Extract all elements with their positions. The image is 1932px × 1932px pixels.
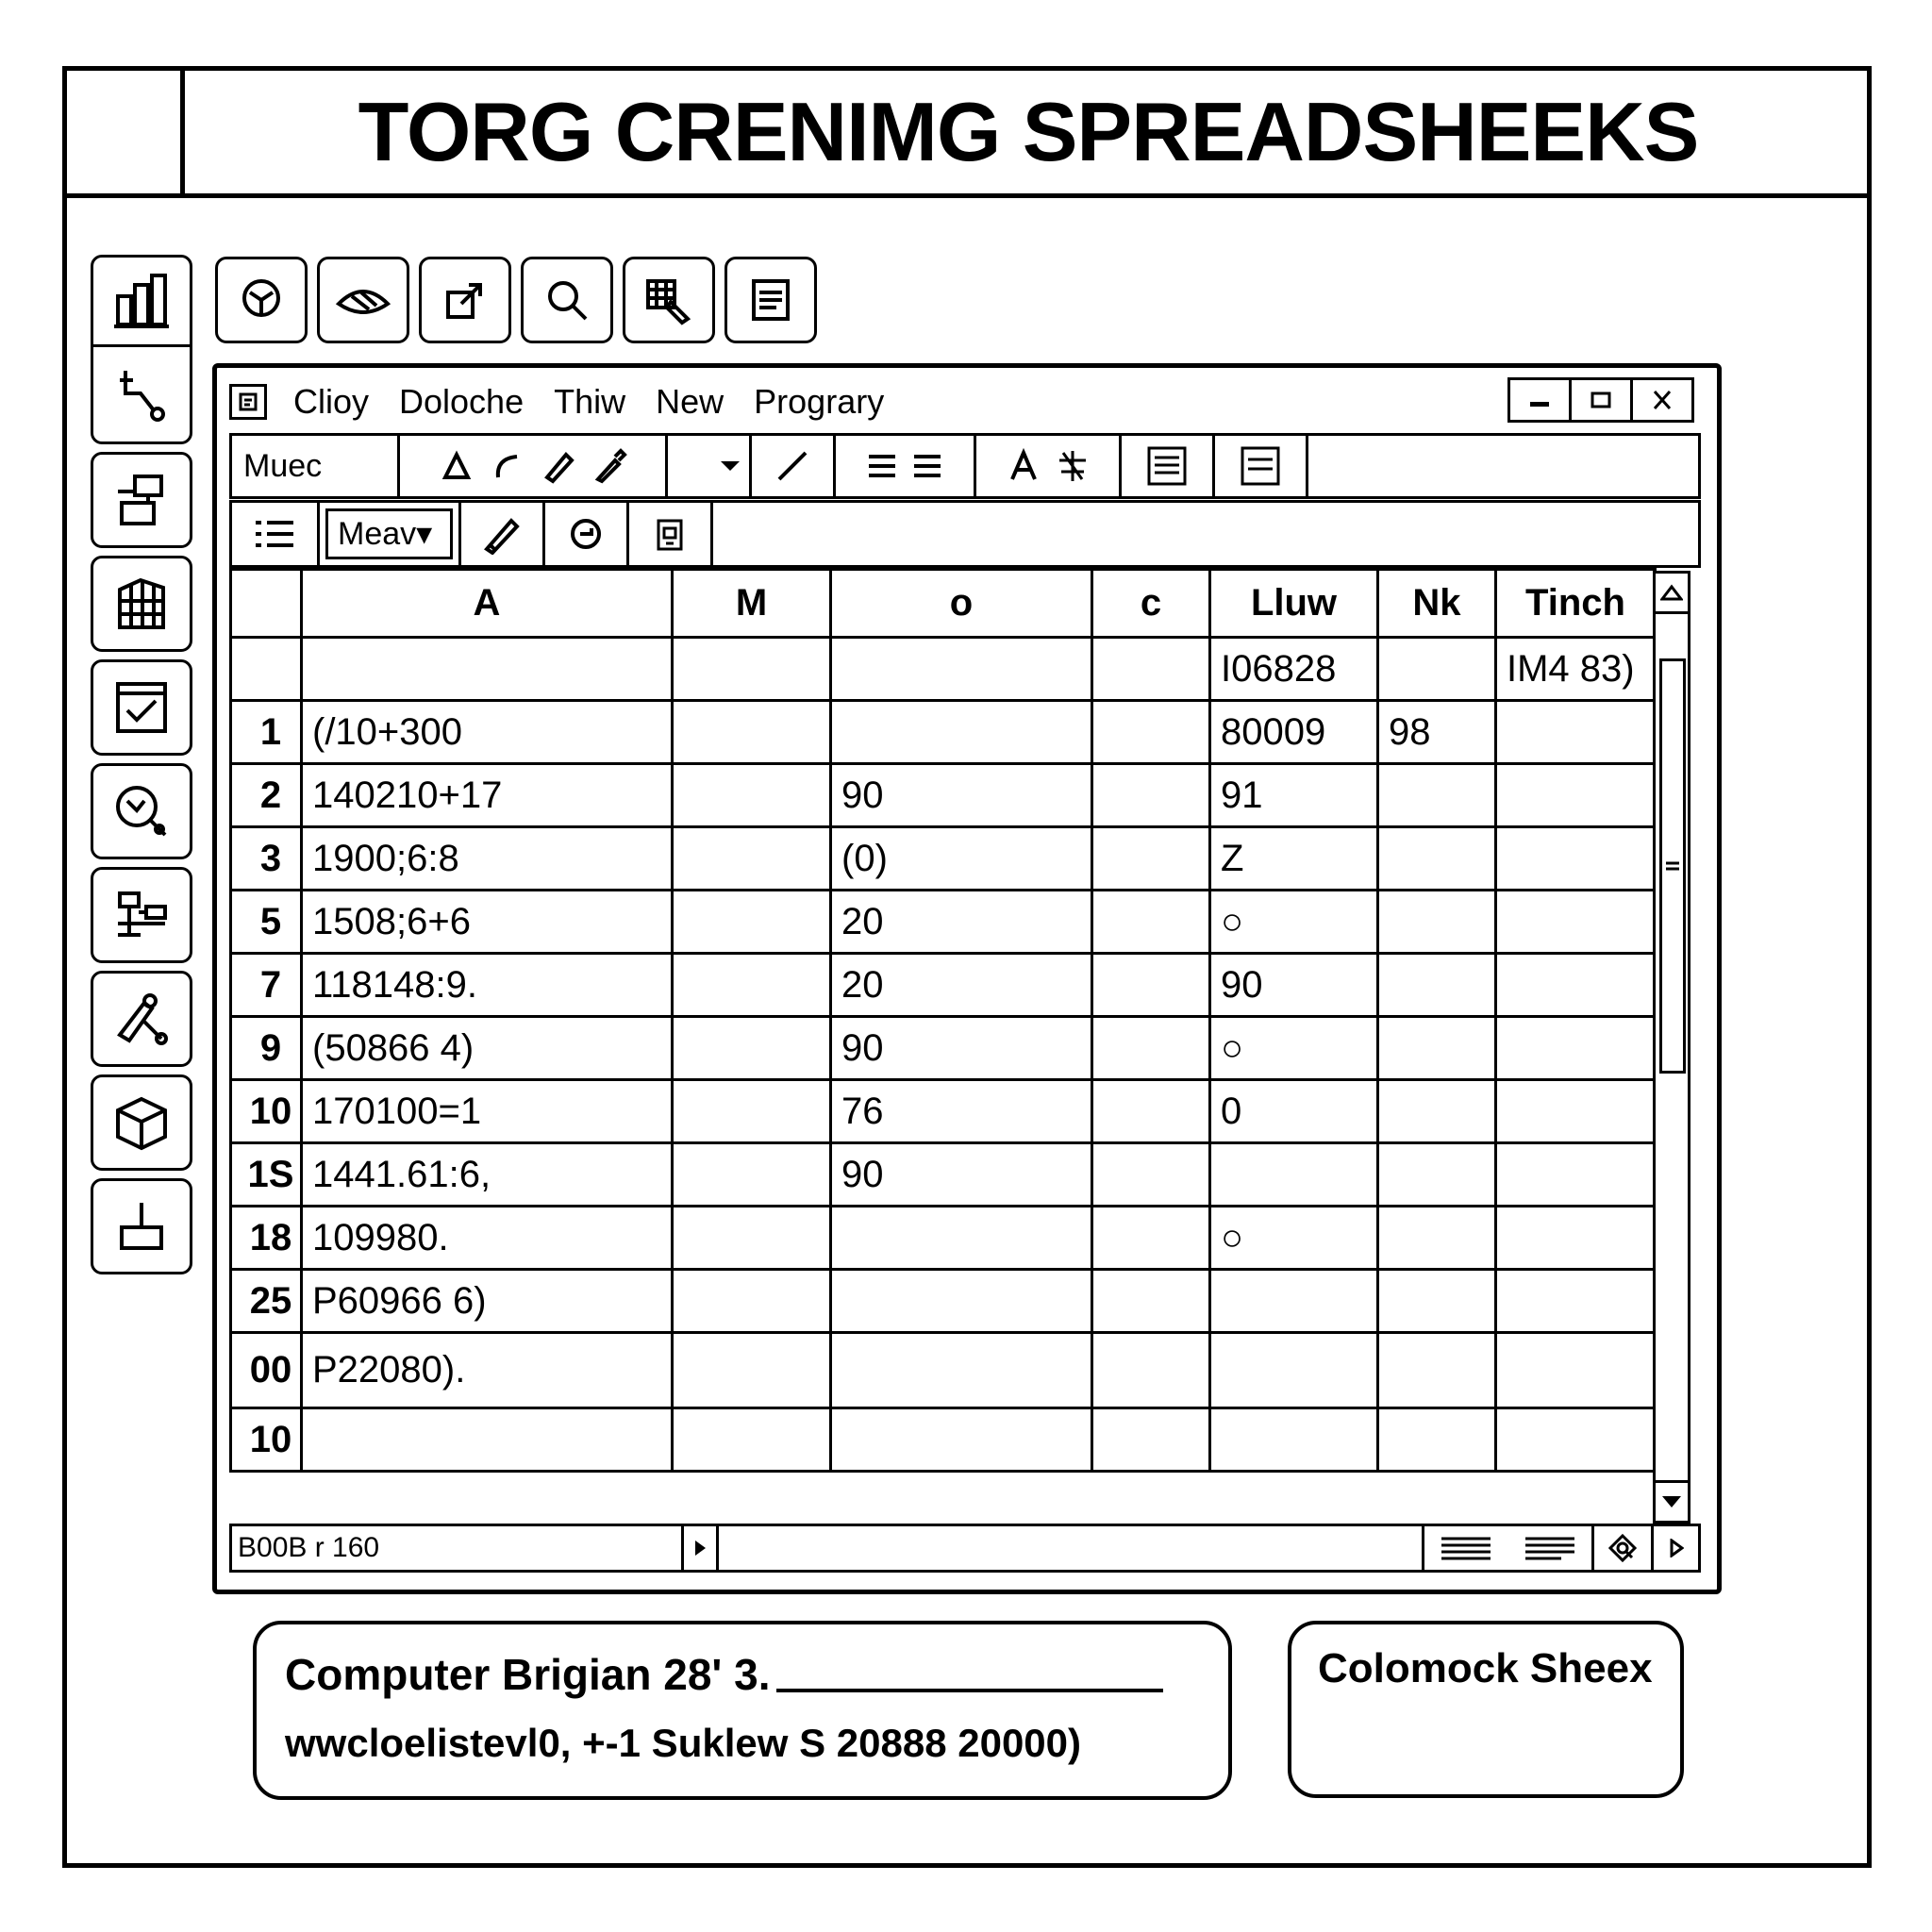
column-header-m[interactable]: M [673,570,831,638]
table-cell[interactable] [1210,1333,1378,1408]
table-cell[interactable] [673,891,831,954]
eyedropper-icon[interactable] [591,447,628,485]
sidebar-button-analyze[interactable] [91,763,192,859]
row-number[interactable]: 2 [231,764,302,827]
table-cell[interactable] [673,1080,831,1143]
table-cell[interactable] [831,1408,1092,1472]
status-bar [229,1524,1701,1573]
row-number[interactable]: 1 [231,701,302,764]
scroll-down-button[interactable] [1656,1480,1688,1521]
grip-icon [1664,859,1681,873]
table-cell[interactable]: P60966 6) [302,1270,673,1333]
table-cell[interactable] [231,638,302,701]
menu-item-new[interactable]: New [656,382,724,421]
minimize-button[interactable] [1507,377,1572,423]
vertical-scrollbar[interactable] [1653,571,1690,1524]
table-cell[interactable] [1378,1017,1496,1080]
table-row [231,701,1656,764]
clipboard-button[interactable] [629,503,713,565]
maximize-icon [1588,390,1614,410]
list-icon [1143,442,1191,490]
table-cell[interactable]: 90 [831,1143,1092,1207]
next-sheet-button[interactable] [1651,1526,1698,1570]
table-cell[interactable]: 90 [831,1017,1092,1080]
table-cell[interactable] [1092,1207,1210,1270]
font-color-icon[interactable] [1005,447,1042,485]
table-row [231,827,1656,891]
table-cell[interactable] [1378,1270,1496,1333]
table-cell[interactable] [1092,1080,1210,1143]
pen-icon[interactable] [540,447,577,485]
table-row [231,891,1656,954]
table-cell[interactable] [831,638,1092,701]
table-cell[interactable] [1496,1143,1656,1207]
sidebar-button-tools[interactable] [91,971,192,1067]
building-chart-icon [112,272,171,330]
table-cell[interactable] [1092,1333,1210,1408]
table-cell[interactable] [1496,891,1656,954]
grid-building-icon [112,575,171,633]
table-cell[interactable]: P22080). [302,1333,673,1408]
window-app-icon [229,384,267,420]
dropdown-arrow[interactable] [668,436,752,496]
table-cell[interactable] [673,827,831,891]
table-cell[interactable] [1378,764,1496,827]
row-number[interactable]: 5 [231,891,302,954]
row-number[interactable]: 3 [231,827,302,891]
table-cell[interactable] [1378,1207,1496,1270]
table-cell[interactable]: 91 [1210,764,1378,827]
cube-icon [112,1093,171,1152]
flowchart-icon [112,471,171,529]
title-bar-corner [62,66,185,198]
row-number[interactable]: 7 [231,954,302,1017]
table-cell[interactable] [1092,1143,1210,1207]
toolbar-button-location[interactable] [215,257,308,343]
table-cell[interactable]: 109980. [302,1207,673,1270]
info-card-title-row [285,1649,1200,1700]
table-cell[interactable]: 20 [831,954,1092,1017]
bullet-list-icon [254,517,295,551]
table-row [231,954,1656,1017]
sidebar-button-chart[interactable] [91,255,192,347]
table-cell[interactable] [673,954,831,1017]
column-header-a[interactable]: A [302,570,673,638]
menu-item-thiw[interactable]: Thiw [554,382,626,421]
zoom-button[interactable] [1594,1533,1651,1563]
colomock-sheex-label: Colomock Sheex [1318,1645,1653,1691]
horizontal-scrollbar[interactable] [719,1526,1424,1570]
table-cell[interactable] [1378,638,1496,701]
maximize-button[interactable] [1572,377,1633,423]
table-cell[interactable] [1378,1333,1496,1408]
document-small-icon [238,391,258,412]
page-layout-icon[interactable] [1524,1534,1576,1562]
table-cell[interactable]: (50866 4) [302,1017,673,1080]
table-cell[interactable]: IM4 83) [1496,638,1656,701]
table-cell[interactable] [673,1333,831,1408]
format-toolbar [229,433,1701,499]
table-cell[interactable] [831,1333,1092,1408]
pointer-icon [112,365,171,424]
line-tool[interactable] [752,436,836,496]
table-cell[interactable] [302,638,673,701]
table-cell[interactable] [1496,764,1656,827]
checkbox-icon [112,678,171,737]
drawing-tools [400,436,668,496]
table-row [231,638,1656,701]
table-cell[interactable] [1378,827,1496,891]
sheet-grid [229,568,1657,1473]
line-icon [774,447,811,485]
play-icon [1669,1539,1684,1557]
clipboard-icon [651,515,689,553]
curve-tool-icon[interactable] [489,447,526,485]
table-cell[interactable]: 20 [831,891,1092,954]
table-cell[interactable] [673,1017,831,1080]
row-number[interactable]: 9 [231,1017,302,1080]
table-cell[interactable] [673,701,831,764]
table-row [231,764,1656,827]
upload-icon [112,1197,171,1256]
highlighter-button[interactable] [461,503,545,565]
table-cell[interactable]: 1508;6+6 [302,891,673,954]
table-cell[interactable]: (0) [831,827,1092,891]
magnifier-chart-icon [112,782,171,841]
window-menubar [229,373,1704,431]
table-cell[interactable]: I06828 [1210,638,1378,701]
sidebar-button-grid[interactable] [91,556,192,652]
column-header-row [231,570,1656,638]
app-title: TORG CRENIMG SPREADSHEEKS [358,85,1699,178]
table-cell[interactable] [1496,1408,1656,1472]
zoom-icon [1607,1533,1638,1563]
table-cell[interactable] [1092,954,1210,1017]
minimize-icon [1526,391,1553,409]
table-cell[interactable] [302,1408,673,1472]
table-cell[interactable] [1210,1408,1378,1472]
sidebar-button-check[interactable] [91,659,192,756]
table-cell[interactable] [1496,954,1656,1017]
menu-item-clioy[interactable]: Clioy [293,382,370,421]
table-cell[interactable] [673,1207,831,1270]
table-cell[interactable] [673,1408,831,1472]
search-icon [542,275,591,325]
chevron-down-icon [719,458,741,474]
align-left-icon[interactable] [865,449,899,483]
table-cell[interactable]: 90 [831,764,1092,827]
table-cell[interactable] [1092,701,1210,764]
table-cell[interactable] [1496,1017,1656,1080]
table-cell[interactable] [1092,638,1210,701]
toolbar-button-export[interactable] [419,257,511,343]
refresh-button[interactable] [545,503,629,565]
sidebar-button-upload[interactable] [91,1178,192,1274]
window-controls [1507,377,1694,423]
export-icon [441,275,490,325]
chevron-up-icon [1660,584,1683,601]
table-cell[interactable] [1092,1017,1210,1080]
document-icon [746,275,795,325]
view-dropdown-label: Meav▾ [325,508,453,559]
sidebar-button-3d[interactable] [91,1074,192,1171]
table-row [231,1408,1656,1472]
table-row [231,1333,1656,1408]
table-cell[interactable]: Z [1210,827,1378,891]
table-row [231,1270,1656,1333]
scroll-thumb[interactable] [1659,658,1686,1074]
row-number[interactable]: 10 [231,1408,302,1472]
table-cell[interactable] [1496,701,1656,764]
table-cell[interactable]: 170100=1 [302,1080,673,1143]
page-view-button[interactable] [1215,436,1308,496]
table-row [231,1080,1656,1143]
refresh-icon [567,515,605,553]
table-cell[interactable] [1378,891,1496,954]
table-cell[interactable]: 1441.61:6, [302,1143,673,1207]
chevron-down-icon [1660,1493,1683,1510]
table-cell[interactable] [1092,891,1210,954]
network-icon [112,886,171,944]
table-cell[interactable] [1496,827,1656,891]
close-icon [1649,389,1675,411]
column-header-c[interactable]: c [1092,570,1210,638]
play-icon [692,1539,708,1557]
view-mode-group [1424,1526,1594,1570]
sheet-grid-container [229,568,1654,1473]
second-toolbar-empty [713,503,1698,565]
table-cell[interactable] [673,1270,831,1333]
triangle-tool-icon[interactable] [438,447,475,485]
table-cell[interactable] [1496,1270,1656,1333]
eye-icon [335,275,391,325]
column-header-lluw[interactable]: Lluw [1210,570,1378,638]
paint-icon [642,274,695,326]
info-card-detail: wwcloelistevl0, +-1 Suklew S 20888 20000) [285,1721,1081,1765]
sidebar-button-flowchart[interactable] [91,452,192,548]
table-cell[interactable] [673,1143,831,1207]
toolbar-button-document[interactable] [724,257,817,343]
table-cell[interactable] [831,1270,1092,1333]
second-toolbar [229,500,1701,568]
table-cell[interactable]: 140210+17 [302,764,673,827]
table-row [231,1017,1656,1080]
table-cell[interactable] [1092,827,1210,891]
table-cell[interactable]: 90 [1210,954,1378,1017]
map-pin-icon [237,275,286,325]
table-cell[interactable] [831,701,1092,764]
row-number[interactable]: 10 [231,1080,302,1143]
info-card-title: Computer Brigian 28' 3. [285,1650,771,1699]
text-tools [976,436,1122,496]
table-cell[interactable]: 0 [1210,1080,1378,1143]
table-cell[interactable] [1092,1408,1210,1472]
row-number[interactable]: 18 [231,1207,302,1270]
table-cell[interactable]: 1900;6:8 [302,827,673,891]
main-toolbar [215,257,817,343]
table-cell[interactable] [1210,1270,1378,1333]
align-tools [836,436,976,496]
table-cell[interactable] [1378,1408,1496,1472]
menu-item-doloche[interactable]: Doloche [399,382,525,421]
status-cell-reference: B00B r 160 [238,1532,380,1563]
sidebar-button-network[interactable] [91,867,192,963]
table-cell[interactable]: ○ [1210,1017,1378,1080]
table-cell[interactable]: (/10+300 [302,701,673,764]
scroll-up-button[interactable] [1656,574,1688,614]
page-icon [1237,442,1284,490]
table-cell[interactable]: 76 [831,1080,1092,1143]
bullet-list-button[interactable] [232,503,320,565]
row-number[interactable]: 1S [231,1143,302,1207]
left-sidebar [91,255,194,1274]
table-cell[interactable] [1496,1080,1656,1143]
table-cell[interactable] [1210,1143,1378,1207]
row-number[interactable]: 00 [231,1333,302,1408]
info-card-underline [776,1689,1163,1692]
toolbar-button-view[interactable] [317,257,409,343]
symbol-icon[interactable] [1054,447,1091,485]
table-row [231,1207,1656,1270]
sidebar-button-pointer[interactable] [91,347,192,444]
colomock-sheex-button[interactable] [1288,1621,1684,1798]
menu-item-prograry[interactable]: Prograry [754,382,885,421]
info-card [253,1621,1232,1800]
table-cell[interactable] [1092,764,1210,827]
sheet-nav-button[interactable] [681,1526,719,1570]
tools-icon [112,990,171,1048]
table-cell[interactable]: 118148:9. [302,954,673,1017]
row-number[interactable]: 25 [231,1270,302,1333]
highlighter-icon [481,513,523,555]
column-header-o[interactable]: o [831,570,1092,638]
corner-cell[interactable] [231,570,302,638]
column-header-tinch[interactable]: Tinch [1496,570,1656,638]
table-cell[interactable] [673,638,831,701]
table-cell[interactable] [673,764,831,827]
align-justify-icon[interactable] [910,449,944,483]
table-cell[interactable]: ○ [1210,1207,1378,1270]
table-cell[interactable] [1496,1207,1656,1270]
table-cell[interactable] [1378,1080,1496,1143]
table-cell[interactable]: ○ [1210,891,1378,954]
view-dropdown[interactable] [320,503,461,565]
table-cell[interactable] [1092,1270,1210,1333]
column-header-nk[interactable]: Nk [1378,570,1496,638]
table-cell[interactable]: 98 [1378,701,1496,764]
table-cell[interactable] [1378,1143,1496,1207]
table-cell[interactable] [1496,1333,1656,1408]
table-cell[interactable] [1378,954,1496,1017]
toolbar-button-search[interactable] [521,257,613,343]
toolbar-button-paint[interactable] [623,257,715,343]
list-view-button[interactable] [1122,436,1215,496]
table-cell[interactable] [831,1207,1092,1270]
normal-view-icon[interactable] [1440,1534,1492,1562]
table-cell[interactable]: 80009 [1210,701,1378,764]
font-name-box[interactable]: Muec [232,436,400,496]
close-button[interactable] [1633,377,1694,423]
table-row [231,1143,1656,1207]
